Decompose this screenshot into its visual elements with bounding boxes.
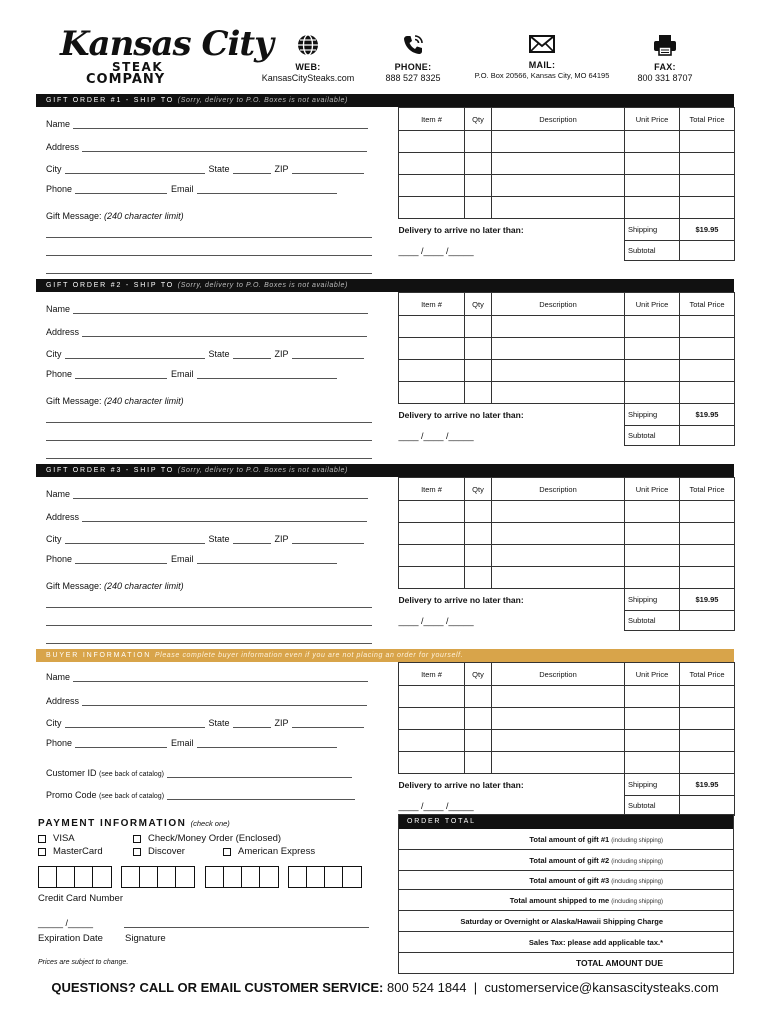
- zip-label: ZIP: [274, 718, 289, 728]
- name-field[interactable]: [46, 672, 372, 682]
- printer-icon: [653, 34, 677, 56]
- table-row[interactable]: [399, 752, 735, 774]
- state-label: State: [208, 164, 230, 174]
- col-unit-price: Unit Price: [625, 478, 680, 501]
- visa-checkbox[interactable]: [38, 835, 46, 843]
- cc-number-group-4[interactable]: [288, 866, 362, 888]
- customer-id-note: (see back of catalog): [99, 771, 165, 778]
- order-total-box: [398, 814, 734, 974]
- col-item: Item #: [399, 293, 465, 316]
- state-label: State: [208, 349, 230, 359]
- col-description: Description: [492, 663, 625, 686]
- footer-questions: QUESTIONS? CALL OR EMAIL CUSTOMER SERVICE:: [51, 980, 384, 995]
- section-note: Please complete buyer information even if you are not placing an order for yourself.: [154, 652, 464, 659]
- col-unit-price: Unit Price: [625, 108, 680, 131]
- zip-label: ZIP: [274, 164, 289, 174]
- contact-web: [248, 34, 368, 83]
- mastercard-option[interactable]: [38, 846, 103, 857]
- col-total-price: Total Price: [680, 293, 735, 316]
- check-checkbox[interactable]: [133, 835, 141, 843]
- col-unit-price: Unit Price: [625, 293, 680, 316]
- table-header-row: [399, 663, 735, 686]
- email-label: Email: [171, 554, 194, 564]
- zip-label: ZIP: [274, 349, 289, 359]
- subtotal-value[interactable]: [680, 611, 735, 631]
- delivery-label: Delivery to arrive no later than:: [398, 224, 524, 235]
- ot-including: (including shipping): [611, 859, 663, 865]
- address-field[interactable]: [46, 696, 371, 706]
- payment-title-note: (check one): [190, 819, 230, 828]
- col-description: Description: [492, 293, 625, 316]
- address-label: Address: [46, 696, 80, 706]
- subtotal-row: [399, 426, 735, 446]
- buyer-fields: [46, 662, 386, 812]
- ship-to-fields-gift3: [46, 477, 376, 649]
- order-total-row[interactable]: [399, 911, 733, 932]
- mastercard-checkbox[interactable]: [38, 848, 46, 856]
- shipping-row: [399, 219, 735, 241]
- gift-message-limit: (240 character limit): [104, 211, 184, 221]
- name-field[interactable]: [46, 489, 372, 499]
- subtotal-label: Subtotal: [625, 611, 680, 631]
- phone-label: PHONE:: [394, 62, 432, 72]
- col-qty: Qty: [465, 293, 492, 316]
- gift-message-line[interactable]: [46, 607, 372, 608]
- city-state-zip-field[interactable]: [46, 349, 368, 359]
- gift-message-line[interactable]: [46, 625, 372, 626]
- cc-number-group-2[interactable]: [121, 866, 195, 888]
- phone-field-label: Phone: [46, 184, 73, 194]
- amex-checkbox[interactable]: [223, 848, 231, 856]
- contact-fax: [625, 34, 705, 83]
- shipping-price: $19.95: [680, 219, 735, 241]
- envelope-icon: [529, 34, 555, 54]
- table-row[interactable]: [399, 730, 735, 752]
- state-label: State: [208, 718, 230, 728]
- gift-message-line[interactable]: [46, 458, 372, 459]
- logo-company: COMPANY: [86, 72, 166, 87]
- city-state-zip-field[interactable]: [46, 534, 368, 544]
- shipping-label: Shipping: [625, 589, 680, 611]
- discover-label: Discover: [148, 846, 185, 857]
- col-qty: Qty: [465, 663, 492, 686]
- ship-to-fields-gift1: [46, 107, 376, 279]
- name-label: Name: [46, 672, 71, 682]
- shipping-label: Shipping: [625, 404, 680, 426]
- address-field[interactable]: [46, 142, 371, 152]
- globe-icon: [297, 34, 319, 56]
- items-table-gift1: [398, 107, 735, 261]
- section-title: GIFT ORDER #2 - SHIP TO: [46, 282, 175, 289]
- shipping-price: $19.95: [680, 589, 735, 611]
- payment-section: [36, 815, 386, 975]
- table-row[interactable]: [399, 708, 735, 730]
- shipping-price: $19.95: [680, 774, 735, 796]
- logo-steak: STEAK: [112, 60, 164, 74]
- items-table-gift2: [398, 292, 735, 446]
- payment-title-text: PAYMENT INFORMATION: [38, 818, 187, 829]
- amex-option[interactable]: [223, 846, 315, 857]
- section-title: GIFT ORDER #1 - SHIP TO: [46, 97, 175, 104]
- subtotal-row: [399, 241, 735, 261]
- gift-message-line[interactable]: [46, 237, 372, 238]
- address-field[interactable]: [46, 512, 371, 522]
- gift-message-line[interactable]: [46, 422, 372, 423]
- col-item: Item #: [399, 108, 465, 131]
- ot-saturday-label: Saturday or Overnight or Alaska/Hawaii Shipping Charge: [460, 917, 663, 926]
- email-label: Email: [171, 369, 194, 379]
- address-label: Address: [46, 142, 80, 152]
- footer-email-link[interactable]: customerservice@kansascitysteaks.com: [484, 980, 719, 995]
- web-label: WEB:: [295, 62, 321, 72]
- subtotal-value[interactable]: [680, 241, 735, 261]
- table-header-row: [399, 478, 735, 501]
- zip-label: ZIP: [274, 534, 289, 544]
- check-label: Check/Money Order (Enclosed): [148, 833, 282, 844]
- fax-value: 800 331 8707: [637, 73, 693, 83]
- mail-value: P.O. Box 20566, Kansas City, MO 64195: [474, 71, 610, 80]
- order-total-row[interactable]: [399, 871, 733, 890]
- order-total-title: ORDER TOTAL: [399, 815, 733, 829]
- phone-field-label: Phone: [46, 554, 73, 564]
- section-bar-gift2: [36, 279, 734, 292]
- subtotal-label: Subtotal: [625, 241, 680, 261]
- contact-phone: [368, 34, 458, 83]
- ot-gift2-label: Total amount of gift #2: [529, 856, 610, 865]
- gift-message-label: Gift Message:: [46, 581, 102, 591]
- mail-label: MAIL:: [528, 60, 556, 70]
- table-row[interactable]: [399, 545, 735, 567]
- subtotal-value[interactable]: [680, 426, 735, 446]
- gift-message-line[interactable]: [46, 643, 372, 644]
- email-label: Email: [171, 738, 194, 748]
- cc-number-label: Credit Card Number: [38, 893, 123, 904]
- section-note: (Sorry, delivery to P.O. Boxes is not available): [177, 282, 348, 289]
- amex-label: American Express: [238, 846, 316, 857]
- address-label: Address: [46, 512, 80, 522]
- phone-email-field[interactable]: [46, 738, 341, 748]
- prices-note: Prices are subject to change.: [38, 959, 129, 966]
- gift-message-limit: (240 character limit): [104, 581, 184, 591]
- col-qty: Qty: [465, 478, 492, 501]
- signature-line[interactable]: [124, 927, 369, 928]
- section-bar-gift1: [36, 94, 734, 107]
- footer-phone: 800 524 1844: [386, 980, 467, 995]
- table-row[interactable]: [399, 686, 735, 708]
- discover-checkbox[interactable]: [133, 848, 141, 856]
- table-row[interactable]: [399, 338, 735, 360]
- shipping-row: [399, 589, 735, 611]
- ot-sales-tax-label: Sales Tax: please add applicable tax.*: [528, 938, 663, 947]
- name-label: Name: [46, 119, 71, 129]
- city-state-zip-field[interactable]: [46, 164, 368, 174]
- table-row[interactable]: [399, 153, 735, 175]
- ship-to-fields-gift2: [46, 292, 376, 464]
- mastercard-label: MasterCard: [53, 846, 103, 857]
- logo: [60, 24, 273, 90]
- order-total-row[interactable]: [399, 829, 733, 850]
- delivery-label: Delivery to arrive no later than:: [398, 779, 524, 790]
- table-header-row: [399, 293, 735, 316]
- email-label: Email: [171, 184, 194, 194]
- city-label: City: [46, 534, 62, 544]
- gift-message-label-row: [46, 581, 184, 591]
- promo-code-field[interactable]: [46, 790, 359, 800]
- contact-mail: [462, 34, 622, 80]
- col-unit-price: Unit Price: [625, 663, 680, 686]
- phone-email-field[interactable]: [46, 184, 341, 194]
- gift-message-line[interactable]: [46, 255, 372, 256]
- items-table-gift3: [398, 477, 735, 631]
- order-total-row[interactable]: [399, 850, 733, 871]
- signature-label: Signature: [125, 933, 166, 944]
- table-row[interactable]: [399, 360, 735, 382]
- ot-shipped-me-label: Total amount shipped to me: [509, 896, 610, 905]
- subtotal-row: [399, 796, 735, 816]
- order-total-row[interactable]: [399, 932, 733, 953]
- ot-including: (including shipping): [611, 879, 663, 885]
- delivery-date-input[interactable]: ____ /____ /_____: [398, 245, 474, 256]
- footer: [0, 980, 770, 995]
- col-total-price: Total Price: [680, 663, 735, 686]
- delivery-date-input[interactable]: ____ /____ /_____: [398, 800, 474, 811]
- customer-id-field[interactable]: [46, 768, 356, 778]
- gift-message-limit: (240 character limit): [104, 396, 184, 406]
- address-label: Address: [46, 327, 80, 337]
- shipping-row: [399, 774, 735, 796]
- section-title: GIFT ORDER #3 - SHIP TO: [46, 467, 175, 474]
- city-label: City: [46, 718, 62, 728]
- web-link[interactable]: KansasCitySteaks.com: [261, 73, 355, 83]
- col-item: Item #: [399, 663, 465, 686]
- items-table-buyer: [398, 662, 735, 816]
- col-description: Description: [492, 478, 625, 501]
- state-label: State: [208, 534, 230, 544]
- gift-message-label: Gift Message:: [46, 396, 102, 406]
- visa-label: VISA: [53, 833, 75, 844]
- delivery-date-input[interactable]: ____ /____ /_____: [398, 430, 474, 441]
- customer-id-label: Customer ID: [46, 768, 97, 778]
- table-row[interactable]: [399, 523, 735, 545]
- section-note: (Sorry, delivery to P.O. Boxes is not available): [177, 97, 348, 104]
- check-option[interactable]: [133, 833, 281, 844]
- promo-code-label: Promo Code: [46, 790, 97, 800]
- shipping-row: [399, 404, 735, 426]
- name-field[interactable]: [46, 304, 372, 314]
- logo-script: Kansas City: [60, 24, 273, 64]
- ot-including: (including shipping): [611, 838, 663, 844]
- table-row[interactable]: [399, 131, 735, 153]
- expiration-label: Expiration Date: [38, 933, 103, 944]
- ot-total-due-label: TOTAL AMOUNT DUE: [575, 958, 663, 968]
- table-row[interactable]: [399, 567, 735, 589]
- subtotal-value[interactable]: [680, 796, 735, 816]
- delivery-label: Delivery to arrive no later than:: [398, 594, 524, 605]
- name-label: Name: [46, 304, 71, 314]
- city-label: City: [46, 349, 62, 359]
- table-row[interactable]: [399, 501, 735, 523]
- gift-message-label: Gift Message:: [46, 211, 102, 221]
- fax-label: FAX:: [654, 62, 676, 72]
- order-total-row[interactable]: [399, 890, 733, 911]
- phone-value: 888 527 8325: [385, 73, 441, 83]
- gift-message-label-row: [46, 211, 184, 221]
- subtotal-label: Subtotal: [625, 796, 680, 816]
- section-title: BUYER INFORMATION: [46, 652, 152, 659]
- table-row[interactable]: [399, 197, 735, 219]
- phone-field-label: Phone: [46, 738, 73, 748]
- payment-title: [38, 818, 230, 829]
- delivery-label: Delivery to arrive no later than:: [398, 409, 524, 420]
- gift-message-line[interactable]: [46, 440, 372, 441]
- table-header-row: [399, 108, 735, 131]
- subtotal-row: [399, 611, 735, 631]
- address-field[interactable]: [46, 327, 371, 337]
- ot-gift1-label: Total amount of gift #1: [529, 835, 610, 844]
- cc-number-group-3[interactable]: [205, 866, 279, 888]
- phone-email-field[interactable]: [46, 369, 341, 379]
- gift-message-label-row: [46, 396, 184, 406]
- name-field[interactable]: [46, 119, 372, 129]
- phone-icon: [402, 34, 424, 56]
- city-label: City: [46, 164, 62, 174]
- footer-separator: |: [473, 980, 478, 995]
- section-note: (Sorry, delivery to P.O. Boxes is not available): [177, 467, 348, 474]
- name-label: Name: [46, 489, 71, 499]
- col-total-price: Total Price: [680, 108, 735, 131]
- city-state-zip-field[interactable]: [46, 718, 368, 728]
- shipping-label: Shipping: [625, 774, 680, 796]
- phone-email-field[interactable]: [46, 554, 341, 564]
- visa-option[interactable]: [38, 833, 75, 844]
- phone-field-label: Phone: [46, 369, 73, 379]
- ot-including: (including shipping): [611, 899, 663, 905]
- discover-option[interactable]: [133, 846, 185, 857]
- col-description: Description: [492, 108, 625, 131]
- shipping-price: $19.95: [680, 404, 735, 426]
- promo-code-note: (see back of catalog): [99, 793, 165, 800]
- gift-message-line[interactable]: [46, 273, 372, 274]
- section-bar-gift3: [36, 464, 734, 477]
- cc-number-group-1[interactable]: [38, 866, 112, 888]
- table-row[interactable]: [399, 382, 735, 404]
- order-total-row[interactable]: [399, 953, 733, 973]
- subtotal-label: Subtotal: [625, 426, 680, 446]
- table-row[interactable]: [399, 316, 735, 338]
- section-bar-buyer: [36, 649, 734, 662]
- expiration-input[interactable]: _____ /_____: [38, 918, 94, 928]
- col-item: Item #: [399, 478, 465, 501]
- delivery-date-input[interactable]: ____ /____ /_____: [398, 615, 474, 626]
- col-qty: Qty: [465, 108, 492, 131]
- table-row[interactable]: [399, 175, 735, 197]
- shipping-label: Shipping: [625, 219, 680, 241]
- ot-gift3-label: Total amount of gift #3: [529, 876, 610, 885]
- col-total-price: Total Price: [680, 478, 735, 501]
